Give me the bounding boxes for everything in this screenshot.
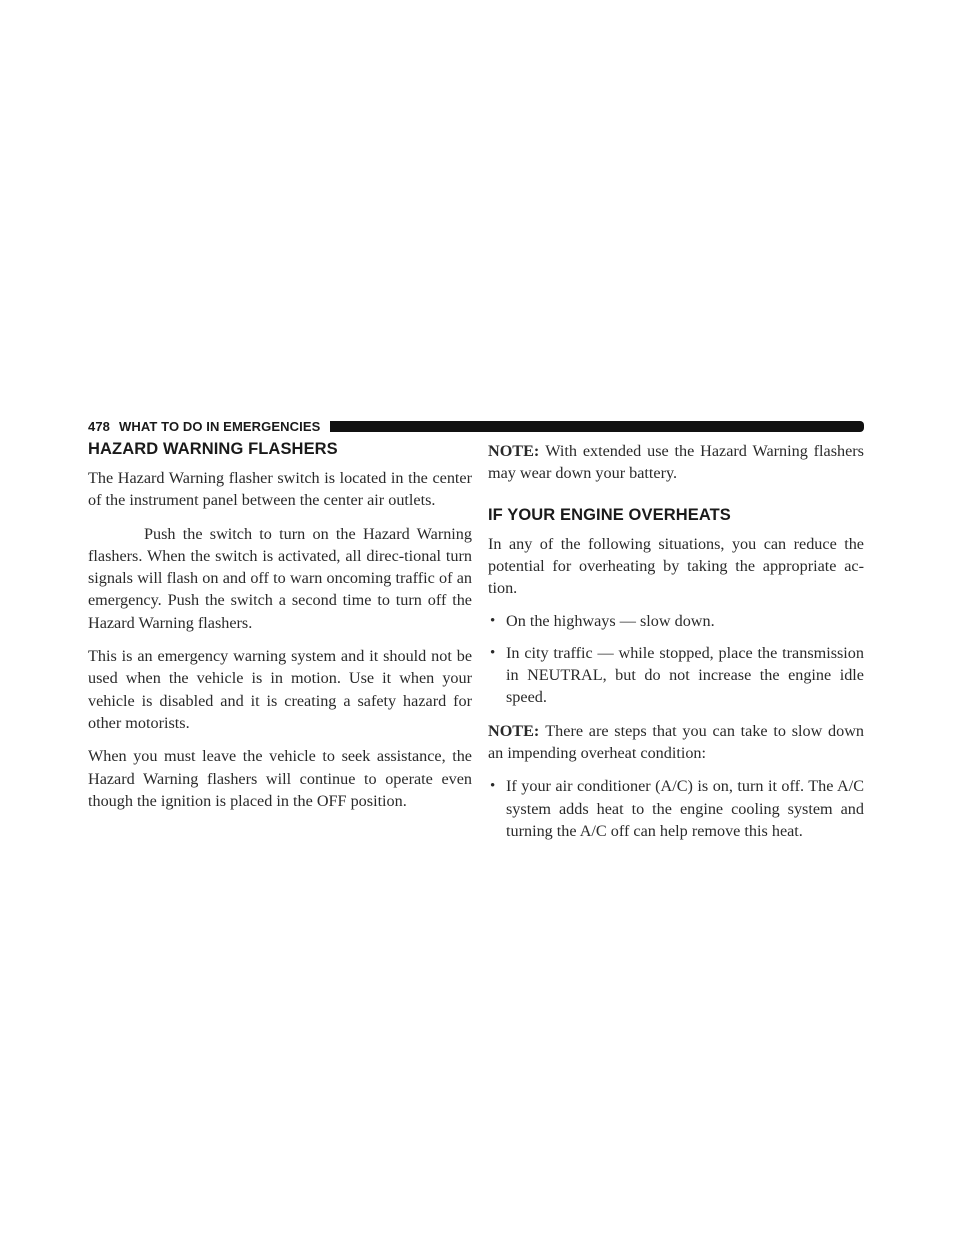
page-number: 478: [88, 418, 110, 434]
list-item-text: If your air conditioner (A/C) is on, turn it off. The A/C system adds heat to the engine cooling system and turning the A/C off can help remove this heat.: [506, 777, 864, 840]
battery-note: [488, 440, 864, 485]
overheat-note: [488, 720, 864, 765]
hazard-paragraph-1: The Hazard Warning flasher switch is located in the center of the instrument panel between the center air outlets.: [88, 469, 472, 510]
list-item: [488, 775, 864, 842]
note-text: There are steps that you can take to slow down an impending overheat condition:: [488, 721, 864, 762]
note-label: NOTE:: [488, 721, 540, 740]
note-text: With extended use the Hazard Warning flashers may wear down your battery.: [488, 442, 864, 483]
hazard-paragraph-3: This is an emergency warning system and it should not be used when the vehicle is in motion. Use it when your vehicle is disabled and it is creating a safety hazard for other motorists.: [88, 647, 472, 732]
header-rule: [330, 421, 864, 432]
list-item: [488, 610, 864, 632]
left-column: [88, 440, 472, 823]
list-item-text: On the highways — slow down.: [506, 612, 715, 631]
list-item-text: In city traffic — while stopped, place the transmission in NEUTRAL, but do not increase the engine idle speed.: [506, 643, 864, 707]
hazard-heading: HAZARD WARNING FLASHERS: [88, 440, 338, 458]
bullet-icon: •: [490, 778, 496, 795]
overheat-steps-list: [488, 775, 864, 842]
right-column: [488, 440, 864, 853]
bullet-icon: •: [490, 613, 496, 630]
overheat-paragraph-1: In any of the following situations, you can reduce the potential for overheating by taking the appropriate ac-tion.: [488, 534, 864, 598]
overheat-situations-list: [488, 610, 864, 708]
note-label: NOTE:: [488, 442, 540, 460]
hazard-paragraph-2: Push the switch to turn on the Hazard Warning flashers. When the switch is activated, all direc-tional turn signals will flash on and off to warn oncoming traffic of an emergency. Push the switch a second time to turn off the Hazard Warning flashers.: [88, 524, 472, 632]
page-header: [88, 416, 864, 436]
list-item: [488, 642, 864, 709]
bullet-icon: •: [490, 644, 496, 661]
hazard-paragraph-4: When you must leave the vehicle to seek assistance, the Hazard Warning flashers will continue to operate even though the ignition is placed in the OFF position.: [88, 747, 472, 810]
section-title: WHAT TO DO IN EMERGENCIES: [119, 418, 321, 434]
overheat-heading: IF YOUR ENGINE OVERHEATS: [488, 505, 731, 524]
